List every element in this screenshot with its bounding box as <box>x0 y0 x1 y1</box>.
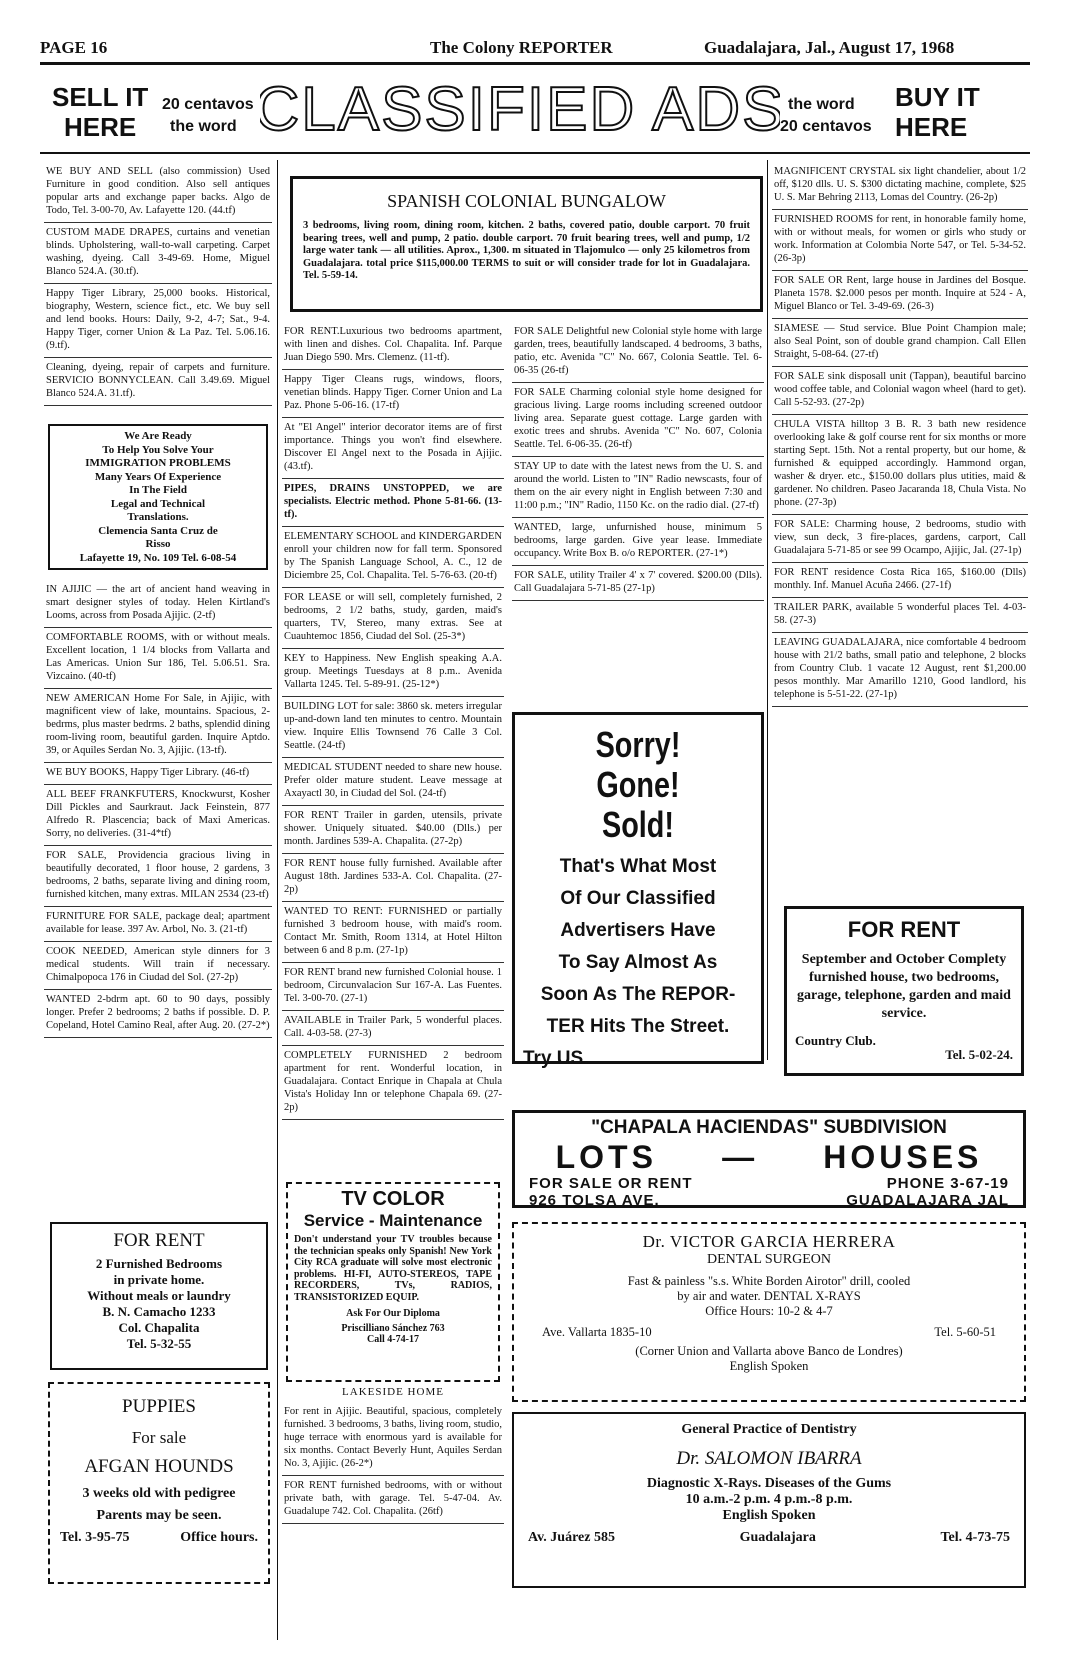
classified-ad: WANTED TO RENT: FURNISHED or partially furnished 3 bedroom house, with maid's room. Contact Mr. Smith, Room 1314, at Hotel Hilton between 6 and 8 p.m. (27-1p) <box>282 902 504 963</box>
ibarra-line: Diagnostic X-Rays. Diseases of the Gums <box>646 1476 892 1491</box>
ibarra-line: English Spoken <box>722 1508 816 1523</box>
classified-ad: FOR RENT.Luxurious two bedrooms apartment, with linen and dishes. Col. Chapalita. Inf. Parque Juan Diego 590. Mrs. Clemenz. (11-tf). <box>282 322 504 370</box>
classified-ad: FURNITURE FOR SALE, package deal; apartment available for lease. 397 Av. Arbol, No. 3. (21-tf) <box>44 907 272 942</box>
classified-ad: NEW AMERICAN Home For Sale, in Ajijic, with magnificent view of lake, mountains. Spacious, 2-bedrms, plus master bedrms. 2 baths, splendid dining room-living room, beautiful garden. Inquire Aptdo. 39, or Aquiles Serdan No. 3, Ajijic. (13-tf). <box>44 689 272 763</box>
imm-line: Translations. <box>127 511 189 523</box>
chapala-row <box>523 1175 1015 1192</box>
column-1-top <box>44 162 272 406</box>
for-rent-line: in private home. <box>113 1272 205 1287</box>
ibarra-city: Guadalajara <box>739 1530 816 1545</box>
classified-ad: FOR SALE, Providencia gracious living in beautifully decorated, 1 floor house, 2 gardens, 3 bedrooms, 2 baths, separate living and dining room, furnished kitchen, many extras. MILAN 2534 (23-tf) <box>44 846 272 907</box>
classified-ad: FOR RENT residence Costa Rica 165, $160.00 (Dlls) monthly. Inf. Manuel Acuña 2466. (27-1f) <box>772 563 1028 598</box>
classified-ad: FOR SALE Charming colonial style home designed for gracious living. Large rooms including screened outdoor living area. Separate guest cottage. Large garden with exotic trees and shrubs. Avenida "C" No. 607, Colonia Seattle. Tel. 6-06-35. (26-tf) <box>512 383 764 457</box>
imm-line: In The Field <box>129 484 187 496</box>
garcia-address: Ave. Vallarta 1835-10 <box>542 1325 652 1339</box>
immigration-ad <box>48 424 268 570</box>
garcia-line: (Corner Union and Vallarta above Banco de Londres) <box>635 1344 903 1358</box>
for-rent-title: FOR RENT <box>847 917 961 942</box>
classified-ad: IN AJIJIC — the art of ancient hand weaving in smart designer styles of today. Helen Kirtland's Looms, across from Posada Ajijic. (2-tf) <box>44 580 272 628</box>
sorry-gone-sold-ad <box>512 712 764 1069</box>
spanish-colonial-bungalow-ad <box>290 176 763 312</box>
classified-ad: FOR SALE: Charming house, 2 bedrooms, studio with view, sun deck, 3 fire-places, gardens, carport, Call Guadalajara 5-71-85 or see 99 Ocampo, Ajijic, Jal. (27-1p) <box>772 515 1028 563</box>
classified-ad: FOR RENT furnished bedrooms, with or without private bath, with garage. Tel. 5-47-04. Av. Guadalupe 742. Col. Chapalita. (26tf) <box>282 1476 504 1524</box>
classified-ad: BUILDING LOT for sale: 3860 sk. meters irregular up-and-down land ten minutes to centro. Mountain view. Inquire Ellis Townsend 76 Calle 3 Col. Seattle. (24-tf) <box>282 697 504 758</box>
sold-line: Sold! <box>602 804 674 845</box>
garcia-title: DENTAL SURGEON <box>707 1252 831 1267</box>
classified-ad: FOR SALE Delightful new Colonial style home with large garden, trees, beautifully landscaped. 4 bedrooms, 3 baths, patio, etc. Avenida "C" No. 667, Colonia Seattle. Tel. 6-06-35 (26-tf) <box>512 322 764 383</box>
puppies-line: 3 weeks old with pedigree <box>82 1486 236 1501</box>
sorry-line: Sorry! <box>595 724 681 765</box>
garcia-tel: Tel. 5-60-51 <box>934 1325 996 1339</box>
sorry-body-line: To Say Almost As <box>558 952 718 973</box>
classified-ad: At "El Angel" interior decorator items are of first importance. Things you won't find elsewhere. Discover El Angel next to the Posada in Ajijic. (43.tf). <box>282 418 504 479</box>
classified-ad: FOR RENT house fully furnished. Available after August 18th. Jardines 533-A. Col. Chapalita. (27-2p) <box>282 854 504 902</box>
classified-ad: LEAVING GUADALAJARA, nice comfortable 4 bedroom house with 21/2 baths, small patio and telephone, 2 blocks from Country Club. 1 vacate 12 August, rent $1,200.00 pesos monthly. Mar Amarillo 1210, Good landlord, his telephone is 5-51-22. (27-1p) <box>772 633 1028 707</box>
sorry-body-line: Advertisers Have <box>560 920 716 941</box>
ibarra-address: Av. Juárez 585 <box>528 1530 615 1545</box>
here-right-label: HERE <box>895 112 968 142</box>
sorry-body-line: Try US. <box>523 1048 589 1069</box>
classified-ad: WANTED, large, unfurnished house, minimum 5 bedrooms, large garden. Give year lease. Immediate occupancy. Write Box B. o/o REPORTER. (27-1*) <box>512 518 764 566</box>
classified-ad: FOR RENT brand new furnished Colonial house. 1 bedroom, Circunvalacion Sur 167-A. Las Fuentes. Tel. 3-00-70. (27-1) <box>282 963 504 1011</box>
dr-ibarra-ad <box>512 1412 1026 1588</box>
classified-ads-title <box>260 74 780 144</box>
classified-ad: TRAILER PARK, available 5 wonderful places Tel. 4-03-58. (27-3) <box>772 598 1028 633</box>
classified-ad: FURNISHED ROOMS for rent, in honorable family home, with or without meals, for women or girls who study or work. Information at Colombia Norte 547, or Tel. 5-34-52. (26-3p) <box>772 210 1028 271</box>
imm-line: Legal and Technical <box>110 497 206 510</box>
tv-diploma: Ask For Our Diploma <box>346 1308 440 1319</box>
tv-subtitle: Service - Maintenance <box>303 1211 483 1230</box>
chapala-lots-houses <box>523 1139 1015 1175</box>
column-3 <box>512 322 764 601</box>
puppies-line: Parents may be seen. <box>96 1508 222 1523</box>
chapala-city: GUADALAJARA JAL <box>846 1192 1009 1209</box>
puppies-contact <box>50 1530 268 1546</box>
puppies-title: PUPPIES <box>122 1396 196 1417</box>
for-rent-tel: Tel. 5-02-24. <box>945 1047 1013 1062</box>
sorry-body-line: Soon As The REPOR- <box>540 984 736 1005</box>
puppies-tel: Tel. 3-95-75 <box>60 1530 130 1545</box>
classified-ad: FOR SALE sink disposall unit (Tappan), beautiful barcino wood coffee table, and Colonial wagon wheel (hard to get). Call 5-52-93. (27-2p) <box>772 367 1028 415</box>
for-rent-line: Col. Chapalita <box>118 1320 200 1335</box>
sorry-body-line: TER Hits The Street. <box>546 1016 730 1037</box>
garcia-contact <box>528 1325 1010 1340</box>
garcia-name: Dr. VICTOR GARCIA HERRERA <box>642 1232 896 1251</box>
classified-ad: ELEMENTARY SCHOOL and KINDERGARDEN enroll your children now for fall term. Sponsored by The Spanish Language School, A. C., 12 de Diciembre 25, Col. Chapalita. Tel. 5-76-63. (20-tf) <box>282 527 504 588</box>
garcia-line: by air and water. DENTAL X-RAYS <box>677 1289 861 1303</box>
ibarra-tel: Tel. 4-73-75 <box>940 1530 1010 1545</box>
imm-line: Risso <box>145 538 171 550</box>
column-2 <box>282 322 504 1120</box>
classified-ad: STAY UP to date with the latest news from the U. S. and around the world. Listen to "IN" Radio newscasts, four of them on the air every night in English between 7:30 and 11:00 p.m.; "IN" Radio, 1150 Kc. on the radio dial. (27-tf) <box>512 457 764 518</box>
chapala-row <box>523 1192 1015 1209</box>
ibarra-contact <box>528 1530 1010 1546</box>
tv-text: Don't understand your TV troubles because the technician speaks only Spanish! New York City RCA graduate will solve most electronic problems. HI-FI, AUTO-STEREOS, TAPE RECORDERS, TVs, RADIOS, TRANSISTORIZED EQUIP. <box>294 1234 492 1303</box>
newspaper-name: The Colony REPORTER <box>430 38 613 57</box>
sorry-body-line: Of Our Classified <box>560 888 716 909</box>
header-rule <box>40 62 1030 65</box>
classified-ad: COMPLETELY FURNISHED 2 bedroom apartment for rent. Wonderful location, in Guadalajara. Contact Enrique in Chapala at Chula Vista's Holiday Inn or telephone Chapala 69. (27-2p) <box>282 1046 504 1120</box>
price-right-1: the word <box>788 96 855 113</box>
classified-ad: WE BUY AND SELL (also commission) Used Furniture in good condition. Also sell antiques popular arts and exchange paper backs. Algo de Todo, Tel. 3-00-70, Av. Lafayette 120. (44.tf) <box>44 162 272 223</box>
for-rent-footer <box>795 1033 1013 1063</box>
for-rent-line: B. N. Camacho 1233 <box>102 1304 216 1319</box>
banner-rule <box>40 152 1030 154</box>
column-rule-3 <box>767 160 768 1060</box>
for-rent-country-club-ad <box>784 906 1024 1076</box>
puppies-line: For sale <box>131 1428 187 1447</box>
for-rent-line: Tel. 5-32-55 <box>126 1336 192 1351</box>
imm-line: IMMIGRATION PROBLEMS <box>85 457 231 469</box>
sorry-body-line: That's What Most <box>559 856 717 877</box>
puppies-line: AFGAN HOUNDS <box>84 1456 234 1477</box>
classified-ad: MAGNIFICENT CRYSTAL six light chandelier, about 1/2 off, $120 dlls. U. S. $300 dictating machine, complete, $25 U. S. Mar Behring 2113, Lomas del Country. (26-2p) <box>772 162 1028 210</box>
tv-address: Priscilliano Sánchez 763 <box>341 1323 445 1334</box>
garcia-line: Fast & painless "s.s. White Borden Airotor" drill, cooled <box>627 1274 911 1288</box>
classified-ads-title-svg <box>260 74 780 144</box>
column-4 <box>772 162 1028 707</box>
imm-line: To Help You Solve Your <box>102 443 214 456</box>
classified-ad: FOR SALE OR Rent, large house in Jardines del Bosque. Planeta 1578. $2.000 pesos per month. Inquire at 524 - A, Miguel Blanco or Tel. 3-49-69. (26-3) <box>772 271 1028 319</box>
classified-ad: COMFORTABLE ROOMS, with or without meals. Excellent location, 1 1/4 blocks from Vallarta and Las Americas. Union Sur 186, Tel. 5.06.51. Sra. Vizcaino. (40-tf) <box>44 628 272 689</box>
bungalow-text: 3 bedrooms, living room, dining room, kitchen. 2 baths, covered patio, double carport. 70 fruit bearing trees, well and pump, 2 patio. double carport. 70 fruit bearing trees, well and pump, 1/2 large water tank — all utilities. Aprox., 1,300. m situated in Tlajomulco — only 25 kilometros from Guadalajara. total price $115,000.00 TERMS to suit or will consider trade for lot in Guadalajara. Tel. 5-59-14. <box>303 220 750 281</box>
lots-label: LOTS <box>555 1139 657 1175</box>
chapala-haciendas-ad <box>512 1110 1026 1208</box>
tv-call: Call 4-74-17 <box>367 1334 419 1345</box>
classified-ad: PIPES, DRAINS UNSTOPPED, we are specialists. Electric method. Phone 5-81-66. (13-tf). <box>282 479 504 527</box>
tv-color-ad <box>286 1182 500 1382</box>
classified-ad: SIAMESE — Stud service. Blue Point Champion male; also Seal Point, son of double grand champion. Call Ellen Straight, 5-08-64. (27-tf) <box>772 319 1028 367</box>
classified-ad: WANTED 2-bdrm apt. 60 to 90 days, possibly longer. Prefer 2 bedrooms; 2 baths if possible. D. P. Copeland, Hotel Camino Real, after Aug. 20. (27-2*) <box>44 990 272 1038</box>
for-rent-line: 2 Furnished Bedrooms <box>95 1256 223 1271</box>
classified-ad: CHULA VISTA hilltop 3 B. R. 3 bath new residence overlooking lake & golf course rent for six months or more starting Sept. 15th. Not a rental property, but our home, & furnished & equipped accordingly. Hammond organ, washer & dryer. etc., $150.00 dollars plus utities, maid & gardener. No children. Paseo Jacaranda 18, Chula Vista. No phone. (27-3p) <box>772 415 1028 515</box>
classified-ads-title-text: CLASSIFIED ADS <box>260 75 780 144</box>
imm-line: Clemencia Santa Cruz de <box>98 524 218 537</box>
puppies-hours: Office hours. <box>180 1530 258 1545</box>
classified-ad: AVAILABLE in Trailer Park, 5 wonderful places. Call. 4-03-58. (27-3) <box>282 1011 504 1046</box>
sell-it-label: SELL IT <box>52 82 149 112</box>
classified-ad: WE BUY BOOKS, Happy Tiger Library. (46-tf) <box>44 763 272 785</box>
lots-dash: — <box>722 1139 759 1175</box>
bungalow-title: SPANISH COLONIAL BUNGALOW <box>387 191 666 211</box>
classified-ad: ALL BEEF FRANKFUTERS, Knockwurst, Kosher Dill Pickles and Saurkraut. Jack Feinstein, 877 Alfredo R. Plascencia; back of Maxi Americas. Sorry, no deliveries. (31-4*tf) <box>44 785 272 846</box>
classified-ad: FOR RENT Trailer in garden, utensils, private shower. Uniquely situated. $40.00 (Dlls.) per month. Jardines 539-A. Chapalita. (27-2p) <box>282 806 504 854</box>
imm-line: Many Years Of Experience <box>94 470 222 483</box>
houses-label: HOUSES <box>823 1139 983 1175</box>
chapala-phone: PHONE 3-67-19 <box>886 1175 1009 1192</box>
classified-ad: CUSTOM MADE DRAPES, curtains and venetian blinds. Upholstering, wall-to-wall carpeting. Carpet washing, dyeing. Call 3-49-69. Home, Miguel Blanco 524.A. (30.tf). <box>44 223 272 284</box>
column-rule-1 <box>277 160 278 1640</box>
classified-ad: Happy Tiger Library, 25,000 books. Historical, biography, Western, science fict., etc. We buy sell and lend books. Hours: Daily, 9-2, 4-7; Sat., 9-4. Happy Tiger, corner Union & La Paz. Tel. 5.06.16. (9.tf). <box>44 284 272 358</box>
for-rent-line: Without meals or laundry <box>87 1288 231 1303</box>
for-rent-bedrooms-ad <box>50 1222 268 1370</box>
for-rent-club: Country Club. <box>795 1033 876 1048</box>
classified-ad: Cleaning, dyeing, repair of carpets and furniture. SERVICIO BONNYCLEAN. Call 3.49.69. Miguel Blanco 524.A. 31.tf). <box>44 358 272 406</box>
dr-garcia-ad <box>512 1222 1026 1402</box>
classified-ad: FOR LEASE or will sell, completely furnished, 2 bedrooms, 2 1/2 baths, study, garden, maid's quarters, TV, Stereo, many extras. See at Cuauhtemoc 1856, Ciudad del Sol. (25-3*) <box>282 588 504 649</box>
classified-ad: Happy Tiger Cleans rugs, windows, floors, venetian blinds. Happy Tiger. Corner Union and La Paz. Phone 5-06-16. (17-tf) <box>282 370 504 418</box>
ibarra-line: 10 a.m.-2 p.m. 4 p.m.-8 p.m. <box>685 1492 853 1507</box>
chapala-title: "CHAPALA HACIENDAS" SUBDIVISION <box>591 1117 947 1138</box>
ibarra-name: Dr. SALOMON IBARRA <box>676 1448 862 1469</box>
imm-line: We Are Ready <box>124 430 192 442</box>
ibarra-line: General Practice of Dentistry <box>681 1422 857 1437</box>
column-1-middle <box>44 580 272 1038</box>
gone-line: Gone! <box>596 764 680 805</box>
price-left-1: 20 centavos <box>162 96 254 113</box>
buy-it-label: BUY IT <box>895 82 980 112</box>
imm-line: Lafayette 19, No. 109 Tel. 6-08-54 <box>79 551 237 564</box>
puppies-ad <box>48 1382 270 1584</box>
classified-ad: KEY to Happiness. New English speaking A.A. group. Meetings Tuesdays at 8 p.m.. Avenida Vallarta 1245. Tel. 5-89-91. (25-12*) <box>282 649 504 697</box>
lakeside-text: For rent in Ajijic. Beautiful, spacious, completely furnished. 3 bedrooms, 3 baths, living room, studio, huge terrace with enormous yard is available for six months. Contact Beverly Hunt, Aquiles Serdan No. 3, Ajijic. (26-2*) <box>282 1402 504 1476</box>
chapala-address: 926 TOLSA AVE. <box>529 1192 660 1209</box>
for-rent-title: FOR RENT <box>113 1230 205 1251</box>
classified-ad: COOK NEEDED, American style dinners for 3 medical students. Will train if necessary. Chimalpopoca 176 in Ciudad del Sol. (27-2p) <box>44 942 272 990</box>
price-right-2: 20 centavos <box>780 118 872 135</box>
tv-title: TV COLOR <box>341 1188 445 1210</box>
garcia-line: English Spoken <box>729 1359 809 1373</box>
here-left-label: HERE <box>64 112 137 142</box>
for-rent-text: September and October Complety furnished house, two bedrooms, garage, telephone, garden and maid service. <box>797 952 1011 1021</box>
garcia-line: Office Hours: 10-2 & 4-7 <box>705 1304 833 1318</box>
classified-ad: FOR SALE, utility Trailer 4' x 7' covered. $200.00 (Dlls). Call Guadalajara 5-71-85 (27-1p) <box>512 566 764 601</box>
chapala-forsale: FOR SALE OR RENT <box>529 1175 693 1192</box>
lakeside-title: LAKESIDE HOME <box>342 1386 444 1398</box>
price-left-2: the word <box>170 118 237 135</box>
dateline: Guadalajara, Jal., August 17, 1968 <box>704 38 955 57</box>
lakeside-home-ad <box>282 1386 504 1524</box>
page-number: PAGE 16 <box>40 38 108 57</box>
classified-ad: MEDICAL STUDENT needed to share new house. Prefer older mature student. Leave message at Axayactl 30, in Ciudad del Sol. (24-tf) <box>282 758 504 806</box>
